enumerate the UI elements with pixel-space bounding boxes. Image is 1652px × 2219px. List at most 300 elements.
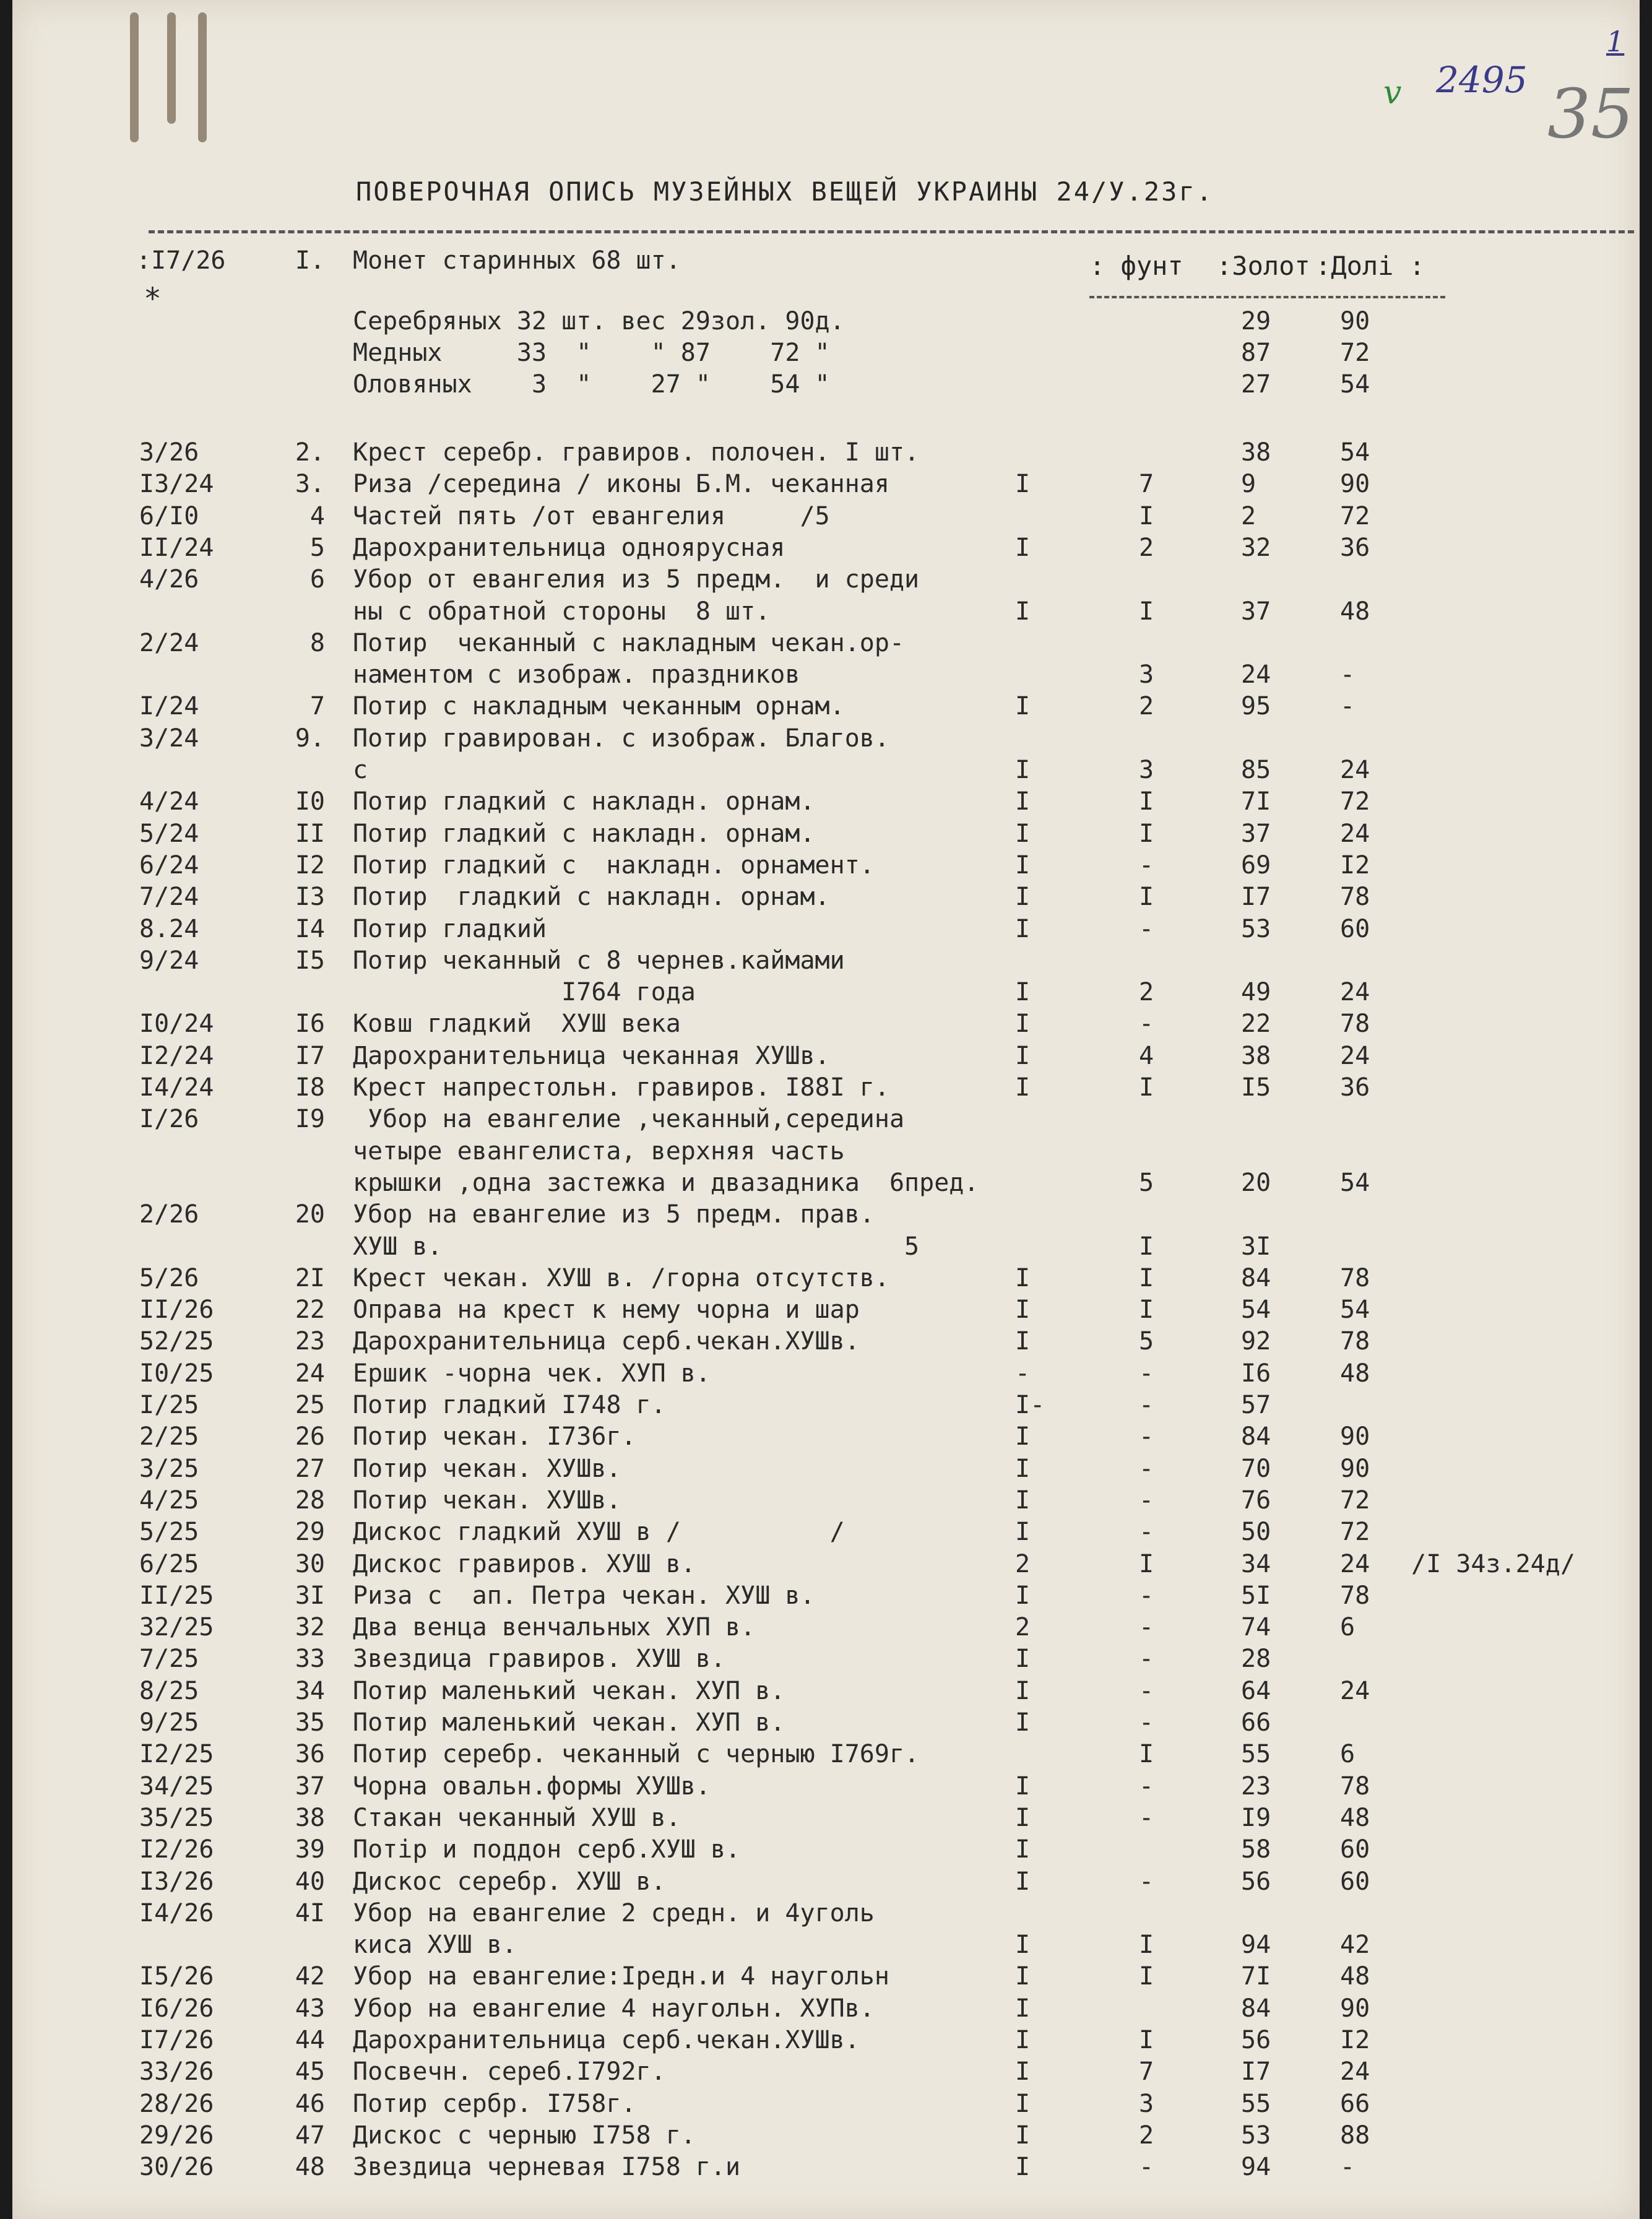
doli-value: 78 — [1340, 883, 1370, 911]
item-number: 2. — [295, 438, 325, 467]
item-description: Ковш гладкий ХУШ века — [353, 1010, 681, 1038]
funt-value: - — [1139, 1010, 1154, 1038]
funt-value: 3 — [1139, 2090, 1154, 2118]
doli-value: 24 — [1340, 978, 1370, 1006]
doli-value: 60 — [1340, 1867, 1370, 1896]
zolot-value: 37 — [1241, 597, 1271, 626]
item-mark: І — [1015, 1486, 1031, 1515]
inventory-number: 2/25 — [139, 1422, 199, 1451]
item-number: 39 — [295, 1835, 325, 1864]
zolot-value: 5І — [1241, 1581, 1271, 1610]
zolot-value: 54 — [1241, 1295, 1271, 1324]
funt-value: І — [1139, 820, 1154, 848]
zolot-value: І5 — [1241, 1073, 1271, 1102]
item-description: Потир чеканный с накладным чекан.ор- — [353, 629, 905, 657]
funt-value: І — [1139, 2026, 1154, 2054]
item-mark: І — [1015, 883, 1031, 911]
doli-value: 72 — [1340, 339, 1370, 367]
inventory-number: 5/24 — [139, 820, 199, 848]
entry-row — [12, 1550, 1640, 1581]
zolot-value: 53 — [1241, 915, 1271, 943]
item-description: четыре евангелиста, верхняя часть — [353, 1137, 845, 1166]
item-mark: І — [1015, 1772, 1031, 1801]
doli-value: 90 — [1340, 1422, 1370, 1451]
funt-value: - — [1139, 1708, 1154, 1737]
funt-value: 4 — [1139, 1042, 1154, 1070]
item-mark: І — [1015, 1042, 1031, 1070]
margin-note: /І 34з.24д/ — [1411, 1550, 1575, 1578]
item-number: ІІ — [295, 820, 325, 848]
funt-value: І — [1139, 1232, 1154, 1261]
zolot-value: 94 — [1241, 2153, 1271, 2181]
inventory-number: 3/26 — [139, 438, 199, 467]
item-mark: І — [1015, 820, 1031, 848]
item-description: Дарохранительница чеканная ХУШв. — [353, 1042, 830, 1070]
inventory-number: І/25 — [139, 1391, 199, 1419]
funt-value: - — [1139, 1804, 1154, 1832]
item-mark: І — [1015, 1264, 1031, 1292]
item-mark: 2 — [1015, 1613, 1031, 1642]
entry-row — [12, 1994, 1640, 2026]
item-number: 3. — [295, 470, 325, 498]
item-description: Убор на евангелие 2 средн. и 4уголь — [353, 1899, 875, 1927]
funt-value: - — [1139, 1391, 1154, 1419]
entry-row — [12, 1835, 1640, 1867]
item-mark: І — [1015, 915, 1031, 943]
item-mark: І — [1015, 1327, 1031, 1356]
entry-row — [12, 1137, 1640, 1169]
zolot-value: 20 — [1241, 1169, 1271, 1197]
item-description: Ершик -чорна чек. ХУП в. — [353, 1359, 711, 1388]
item-description: Крест серебр. гравиров. полочен. І шт. — [353, 438, 920, 467]
doli-value: 36 — [1340, 534, 1370, 562]
funt-value: І — [1139, 1295, 1154, 1324]
item-mark: І — [1015, 692, 1031, 720]
checkmark: v — [1383, 74, 1402, 111]
inventory-number: 2/24 — [139, 629, 199, 657]
funt-value: - — [1139, 1867, 1154, 1896]
item-description: Потір и поддон серб.ХУШ в. — [353, 1835, 741, 1864]
entry-row — [12, 1391, 1640, 1422]
entry-row — [12, 2153, 1640, 2184]
funt-value: - — [1139, 1422, 1154, 1451]
doli-value: 6 — [1340, 1613, 1356, 1642]
zolot-value: 32 — [1241, 534, 1271, 562]
doli-value: 72 — [1340, 1518, 1370, 1546]
item-mark: І — [1015, 1994, 1031, 2023]
entry-row — [12, 1232, 1640, 1264]
item-number: 32 — [295, 1613, 325, 1642]
item-number: І5 — [295, 946, 325, 975]
item-description: Звездица гравиров. ХУШ в. — [353, 1645, 726, 1673]
coin-row — [12, 370, 1640, 402]
entry-row — [12, 1740, 1640, 1771]
zolot-value: 74 — [1241, 1613, 1271, 1642]
item-description: Убор на евангелие ,чеканный,середина — [353, 1105, 905, 1133]
zolot-value: 87 — [1241, 339, 1271, 367]
inventory-number: 6/24 — [139, 851, 199, 880]
item-number: 4 — [309, 502, 325, 530]
item-description: Дарохранительница однoярусная — [353, 534, 785, 562]
entry-row — [12, 1200, 1640, 1232]
item-description: Крест напрестольн. гравиров. І88І г. — [353, 1073, 889, 1102]
item-number: І0 — [295, 787, 325, 816]
item-number: 26 — [295, 1422, 325, 1451]
inventory-number: І2/25 — [139, 1740, 214, 1768]
entry-row — [12, 597, 1640, 629]
entry-row — [12, 1010, 1640, 1041]
inventory-number: 3/25 — [139, 1455, 199, 1483]
doli-value: 42 — [1340, 1931, 1370, 1959]
inventory-number: 4/24 — [139, 787, 199, 816]
doli-value: 66 — [1340, 2090, 1370, 2118]
header-doli: :Долі : — [1315, 251, 1425, 281]
inventory-number: І3/26 — [139, 1867, 214, 1896]
item-description: Потир гладкий с накладн. орнам. — [353, 787, 815, 816]
inventory-number: І2/26 — [139, 1835, 214, 1864]
item-mark: І — [1015, 851, 1031, 880]
funt-value: 2 — [1139, 978, 1154, 1006]
item-number: І9 — [295, 1105, 325, 1133]
zolot-value: 27 — [1241, 370, 1271, 399]
item-description: Убор от евангелия из 5 предм. и среди — [353, 565, 920, 594]
entry-row — [12, 692, 1640, 724]
doli-value: 48 — [1340, 1962, 1370, 1991]
item-description: Оправа на крест к нему чорна и шар — [353, 1295, 860, 1324]
item-description: Чорна овальн.формы ХУШв. — [353, 1772, 711, 1801]
item-description: Монет старинных 68 шт. — [353, 246, 681, 275]
zolot-value: 84 — [1241, 1422, 1271, 1451]
document-title: ПОВЕРОЧНАЯ ОПИСЬ МУЗЕЙНЫХ ВЕЩЕЙ УКРАИНЫ 24/У.23г. — [356, 176, 1214, 207]
funt-value: - — [1139, 1772, 1154, 1801]
funt-value: - — [1139, 1581, 1154, 1610]
item-number: 43 — [295, 1994, 325, 2023]
item-number: 27 — [295, 1455, 325, 1483]
header-zolot: :Золот — [1216, 251, 1310, 281]
item-number: І8 — [295, 1073, 325, 1102]
doli-value: 6 — [1340, 1740, 1356, 1768]
doli-value: 24 — [1340, 756, 1370, 784]
item-mark: І — [1015, 978, 1031, 1006]
entry-row — [12, 820, 1640, 851]
coin-row — [12, 339, 1640, 370]
item-number: 3І — [295, 1581, 325, 1610]
item-mark: І — [1015, 1867, 1031, 1896]
item-mark: І- — [1015, 1391, 1045, 1419]
item-description: Потир маленький чекан. ХУП в. — [353, 1677, 785, 1705]
doli-value: 90 — [1340, 1455, 1370, 1483]
item-mark: І — [1015, 1804, 1031, 1832]
header-funt: : фунт — [1089, 251, 1183, 281]
item-mark: І — [1015, 470, 1031, 498]
funt-value: 2 — [1139, 2121, 1154, 2150]
funt-value: І — [1139, 1264, 1154, 1292]
entry-row — [12, 1042, 1640, 1073]
inventory-number: І/26 — [139, 1105, 199, 1133]
item-number: 25 — [295, 1391, 325, 1419]
inventory-number: І6/26 — [139, 1994, 214, 2023]
zolot-value: 37 — [1241, 820, 1271, 848]
item-number: І2 — [295, 851, 325, 880]
entry-row — [12, 660, 1640, 692]
item-number: 22 — [295, 1295, 325, 1324]
inventory-number: 7/25 — [139, 1645, 199, 1673]
item-description: Риза /середина / иконы Б.М. чеканная — [353, 470, 889, 498]
item-number: 24 — [295, 1359, 325, 1388]
entry-row — [12, 1327, 1640, 1359]
coin-description: Оловяных 3 " 27 " 54 " — [353, 370, 830, 399]
item-mark: І — [1015, 787, 1031, 816]
item-description: Потир гладкий с накладн. орнам. — [353, 883, 830, 911]
doli-value: 36 — [1340, 1073, 1370, 1102]
inventory-number: 6/25 — [139, 1550, 199, 1578]
inventory-number: 34/25 — [139, 1772, 214, 1801]
entry-row — [12, 1359, 1640, 1391]
item-mark: І — [1015, 2026, 1031, 2054]
funt-value: І — [1139, 597, 1154, 626]
item-mark: І — [1015, 1645, 1031, 1673]
item-mark: І — [1015, 1455, 1031, 1483]
entry-row — [12, 915, 1640, 946]
inventory-number: 6/І0 — [139, 502, 199, 530]
item-number: І. — [295, 246, 325, 275]
item-description: Потир серебр. чеканный с черныю І769г. — [353, 1740, 920, 1768]
funt-value: І — [1139, 1073, 1154, 1102]
inventory-number: І3/24 — [139, 470, 214, 498]
item-number: 46 — [295, 2090, 325, 2118]
item-description: Риза с ап. Петра чекан. ХУШ в. — [353, 1581, 815, 1610]
entry-row — [12, 2090, 1640, 2121]
zolot-value: 22 — [1241, 1010, 1271, 1038]
entry-row — [12, 1772, 1640, 1804]
item-mark: І — [1015, 2057, 1031, 2086]
item-description: Дискос гравиров. ХУШ в. — [353, 1550, 696, 1578]
zolot-value: 56 — [1241, 1867, 1271, 1896]
funt-value: І — [1139, 787, 1154, 816]
entry-row — [12, 1613, 1640, 1645]
entry-row — [12, 1073, 1640, 1105]
item-mark: І — [1015, 756, 1031, 784]
item-mark: І — [1015, 1708, 1031, 1737]
item-description: Убор на евангелие:Іредн.и 4 наугольн — [353, 1962, 889, 1991]
entry-row — [12, 1708, 1640, 1740]
item-number: 34 — [295, 1677, 325, 1705]
doli-value: 54 — [1340, 1295, 1370, 1324]
funt-value: - — [1139, 1455, 1154, 1483]
funt-value: - — [1139, 2153, 1154, 2181]
document-sheet — [12, 0, 1640, 2219]
zolot-value: 24 — [1241, 660, 1271, 689]
funt-value: І — [1139, 1740, 1154, 1768]
funt-value: І — [1139, 1962, 1154, 1991]
inventory-number: 2/26 — [139, 1200, 199, 1229]
item-number: 2І — [295, 1264, 325, 1292]
funt-value: 3 — [1139, 756, 1154, 784]
item-mark: І — [1015, 1010, 1031, 1038]
inventory-number: І7/26 — [139, 2026, 214, 2054]
inventory-number: 7/24 — [139, 883, 199, 911]
zolot-value: 50 — [1241, 1518, 1271, 1546]
zolot-value: 38 — [1241, 438, 1271, 467]
item-description: Потир чекан. ХУШв. — [353, 1486, 621, 1515]
item-description: Потир гладкий с накладн. орнамент. — [353, 851, 875, 880]
item-number: 28 — [295, 1486, 325, 1515]
entry-row — [12, 978, 1640, 1010]
inventory-number: 4/25 — [139, 1486, 199, 1515]
inventory-number: І2/24 — [139, 1042, 214, 1070]
entry-row — [12, 787, 1640, 819]
entry-row — [12, 2057, 1640, 2089]
inventory-number: 9/25 — [139, 1708, 199, 1737]
doli-value: 72 — [1340, 1486, 1370, 1515]
entry-row — [12, 502, 1640, 534]
inventory-number: ІІ/25 — [139, 1581, 214, 1610]
item-number: 47 — [295, 2121, 325, 2150]
inventory-number: 8.24 — [139, 915, 199, 943]
item-description: с — [353, 756, 368, 784]
inventory-number: І/24 — [139, 692, 199, 720]
item-description: ны с обратной стороны 8 шт. — [353, 597, 771, 626]
inventory-number: І0/25 — [139, 1359, 214, 1388]
item-mark: І — [1015, 1962, 1031, 1991]
folio-small: 1 — [1606, 25, 1625, 58]
item-description: киса ХУШ в. — [353, 1931, 517, 1959]
entry-row — [12, 724, 1640, 756]
zolot-value: 28 — [1241, 1645, 1271, 1673]
doli-value: 90 — [1340, 470, 1370, 498]
zolot-value: 2 — [1241, 502, 1256, 530]
inventory-number: :І7/26 — [136, 246, 226, 275]
zolot-value: І6 — [1241, 1359, 1271, 1388]
item-mark: І — [1015, 534, 1031, 562]
item-description: Потир чекан. І736г. — [353, 1422, 636, 1451]
entry-row — [12, 1867, 1640, 1899]
item-description: наментом с изображ. праздников — [353, 660, 800, 689]
item-number: І4 — [295, 915, 325, 943]
doli-value: 48 — [1340, 597, 1370, 626]
zolot-value: 95 — [1241, 692, 1271, 720]
zolot-value: 49 — [1241, 978, 1271, 1006]
item-description: Потир гладкий — [353, 915, 547, 943]
entry-row — [12, 1422, 1640, 1454]
item-number: 45 — [295, 2057, 325, 2086]
zolot-value: 58 — [1241, 1835, 1271, 1864]
item-description: Потир сербр. І758г. — [353, 2090, 636, 2118]
entry-row — [12, 470, 1640, 501]
entry-row — [12, 1581, 1640, 1613]
inventory-number: 8/25 — [139, 1677, 199, 1705]
zolot-value: 56 — [1241, 2026, 1271, 2054]
inventory-number: 5/26 — [139, 1264, 199, 1292]
doli-value: 48 — [1340, 1359, 1370, 1388]
doli-value: 54 — [1340, 370, 1370, 399]
item-description: Потир с накладным чеканным орнам. — [353, 692, 845, 720]
item-number: 8 — [309, 629, 325, 657]
item-mark: 2 — [1015, 1550, 1031, 1578]
doli-value: - — [1340, 660, 1356, 689]
entry-row — [12, 756, 1640, 787]
entry-row — [12, 1931, 1640, 1962]
doli-value: - — [1340, 2153, 1356, 2181]
item-number: 4І — [295, 1899, 325, 1927]
item-description: Потир гладкий І748 г. — [353, 1391, 666, 1419]
doli-value: 90 — [1340, 307, 1370, 335]
entry-row — [12, 1962, 1640, 1994]
item-mark: - — [1015, 1359, 1031, 1388]
doli-value: 54 — [1340, 438, 1370, 467]
item-description: Крест чекан. ХУШ в. /горна отсутств. — [353, 1264, 889, 1292]
item-number: 40 — [295, 1867, 325, 1896]
item-mark: І — [1015, 1295, 1031, 1324]
entry-row — [12, 1455, 1640, 1486]
funt-value: - — [1139, 1613, 1154, 1642]
inventory-number: 28/26 — [139, 2090, 214, 2118]
item-description: Убор на евангелие из 5 предм. прав. — [353, 1200, 875, 1229]
binding-marks — [130, 12, 217, 149]
funt-value: - — [1139, 1645, 1154, 1673]
funt-value: 5 — [1139, 1327, 1154, 1356]
funt-value: - — [1139, 851, 1154, 880]
doli-value: 78 — [1340, 1772, 1370, 1801]
title-rule — [149, 230, 1634, 233]
doli-value: 72 — [1340, 502, 1370, 530]
item-number: 33 — [295, 1645, 325, 1673]
zolot-value: І7 — [1241, 2057, 1271, 2086]
item-description: Посвечн. сереб.І792г. — [353, 2057, 666, 2086]
zolot-value: 34 — [1241, 1550, 1271, 1578]
zolot-value: 55 — [1241, 1740, 1271, 1768]
funt-value: 5 — [1139, 1169, 1154, 1197]
entry-row — [12, 565, 1640, 597]
inventory-number: 4/26 — [139, 565, 199, 594]
entry-row — [12, 1264, 1640, 1295]
funt-value: 7 — [1139, 2057, 1154, 2086]
inventory-number: І4/24 — [139, 1073, 214, 1102]
entry-row — [12, 438, 1640, 470]
doli-value: 54 — [1340, 1169, 1370, 1197]
item-mark: І — [1015, 1518, 1031, 1546]
doli-value: І2 — [1340, 851, 1370, 880]
entry-row — [12, 2121, 1640, 2153]
item-mark: І — [1015, 1422, 1031, 1451]
zolot-value: 64 — [1241, 1677, 1271, 1705]
funt-value: - — [1139, 915, 1154, 943]
item-description: Дискос серебр. ХУШ в. — [353, 1867, 666, 1896]
entry-row — [12, 629, 1640, 660]
item-mark: І — [1015, 2090, 1031, 2118]
inventory-number: 9/24 — [139, 946, 199, 975]
item-description: Потир гладкий с накладн. орнам. — [353, 820, 815, 848]
doli-value: 24 — [1340, 2057, 1370, 2086]
zolot-value: 92 — [1241, 1327, 1271, 1356]
inventory-number: 3/24 — [139, 724, 199, 753]
item-description: Потир гравирован. с изображ. Благов. — [353, 724, 889, 753]
doli-value: 24 — [1340, 1677, 1370, 1705]
item-mark: І — [1015, 1073, 1031, 1102]
item-number: 29 — [295, 1518, 325, 1546]
zolot-value: 84 — [1241, 1994, 1271, 2023]
item-number: 5 — [309, 534, 325, 562]
zolot-value: 23 — [1241, 1772, 1271, 1801]
entry-row — [12, 1105, 1640, 1136]
funt-value: - — [1139, 1677, 1154, 1705]
doli-value: 24 — [1340, 820, 1370, 848]
coin-row — [12, 307, 1640, 339]
item-description: Дискос гладкий ХУШ в / / — [353, 1518, 845, 1546]
item-description: Стакан чеканный ХУШ в. — [353, 1804, 681, 1832]
item-number: 30 — [295, 1550, 325, 1578]
doli-value: 78 — [1340, 1010, 1370, 1038]
